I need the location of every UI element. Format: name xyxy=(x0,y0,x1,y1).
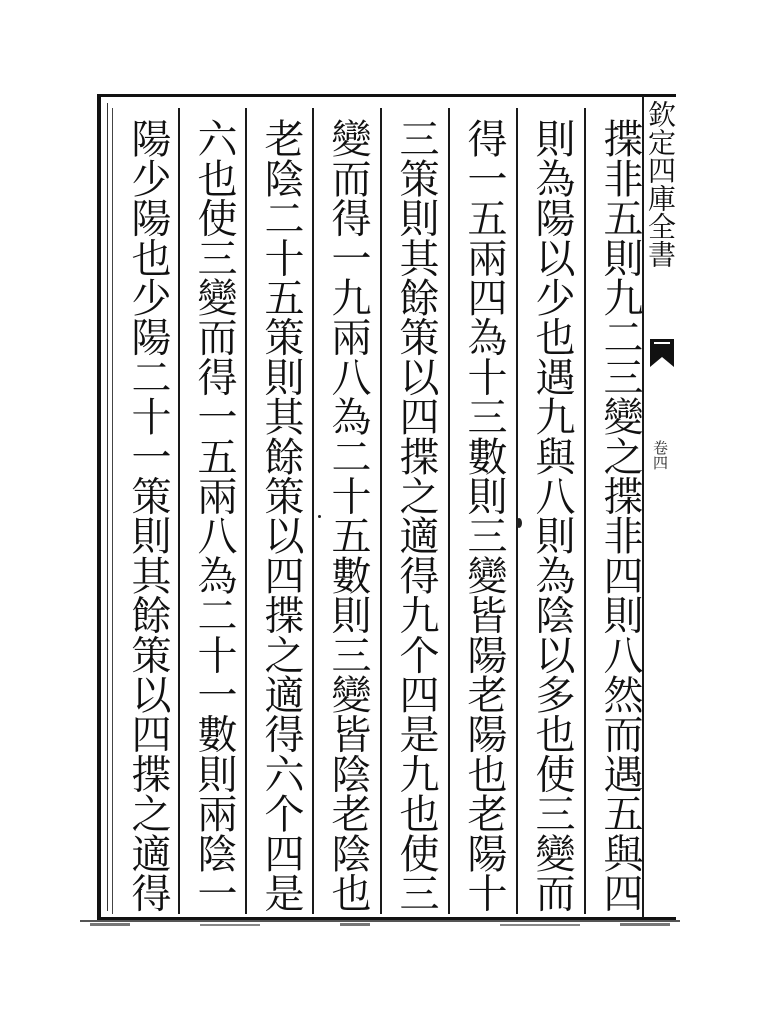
volume-label: 卷四 xyxy=(651,440,669,470)
text-column-3: 得一五兩四為十三數則三變皆陽老陽也老陽十 xyxy=(461,118,507,913)
column-rule xyxy=(448,108,450,914)
column-rule xyxy=(312,108,314,914)
bottom-edge-noise xyxy=(80,918,680,932)
text-column-1: 揲非五則九二三變之揲非四則八然而遇五與四 xyxy=(597,118,643,913)
text-column-4: 三策則其餘策以四揲之適得九个四是九也使三 xyxy=(393,118,439,913)
column-rule xyxy=(112,108,113,914)
column-rule xyxy=(178,108,180,914)
text-column-7: 六也使三變而得一五兩八為二十一數則兩陰一 xyxy=(191,118,237,913)
text-column-5: 變而得一九兩八為二十五數則三變皆陰老陰也 xyxy=(325,118,371,913)
text-column-8: 陽少陽也少陽二十一策則其餘策以四揲之適得 xyxy=(125,118,171,913)
text-column-2: 則為陽以少也遇九與八則為陰以多也使三變而 xyxy=(529,118,575,913)
column-rule xyxy=(380,108,382,914)
column-rule xyxy=(245,108,247,914)
column-rule xyxy=(584,108,586,914)
text-column-6: 老陰二十五策則其餘策以四揲之適得六个四是 xyxy=(258,118,304,913)
ink-speck xyxy=(516,518,522,528)
column-rule xyxy=(516,108,518,914)
ink-speck xyxy=(318,515,321,518)
fishtail-ornament xyxy=(648,337,676,371)
book-title: 欽定四庫全書 xyxy=(644,100,677,268)
